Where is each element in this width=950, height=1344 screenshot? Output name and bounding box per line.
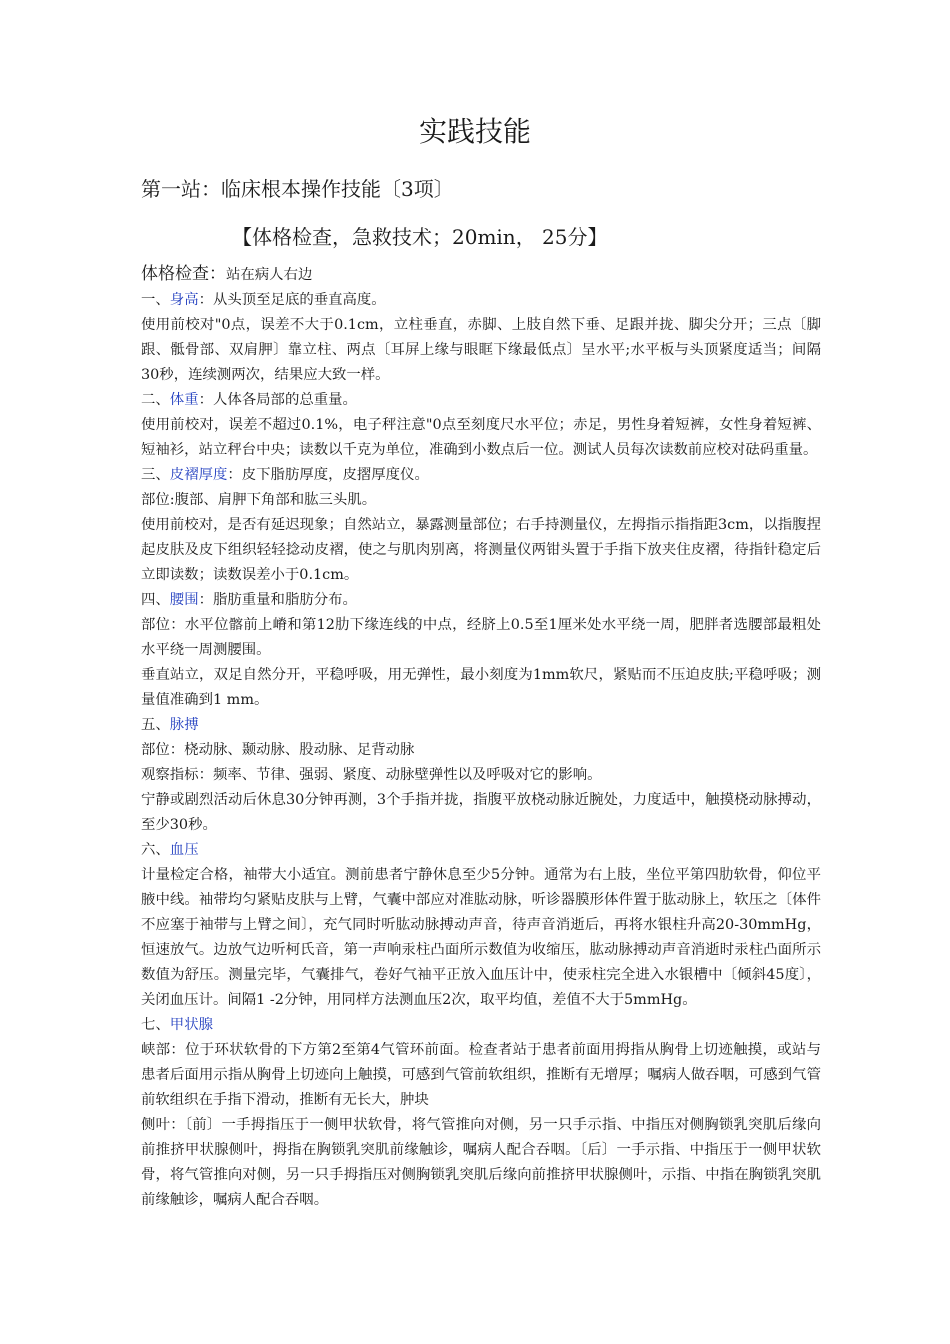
section-skinfold-heading (141, 463, 821, 488)
section-keyword: 甲状腺 (169, 1017, 213, 1033)
section-definition: ：人体各局部的总重量。 (198, 392, 357, 408)
section-thyroid-lobes: 侧叶：〔前〕一手拇指压于一侧甲状软骨，将气管推向对侧，另一只手示指、中指压对侧胸锁乳突肌后缘向前推挤甲状腺侧叶，拇指在胸锁乳突肌前缘触诊，嘱病人配合吞咽。〔后〕一手示指、中指压于一侧甲状软骨，将气管推向对侧，另一只手拇指压对侧胸锁乳突肌后缘向前推挤甲状腺侧叶，示指、中指在胸锁乳突肌前缘触诊，嘱病人配合吞咽。 (141, 1117, 821, 1208)
section-number: 五、 (141, 717, 170, 733)
document-title: 实践技能 (418, 115, 531, 148)
section-definition: ：从头顶至足底的垂直高度。 (198, 292, 386, 308)
section-waist-site: 部位：水平位髂前上嵴和第12肋下缘连线的中点，经脐上0.5至1厘米处水平绕一周，肥胖者选腰部最粗处水平绕一周测腰围。 (141, 617, 821, 658)
section-pulse-site: 部位：桡动脉、颞动脉、股动脉、足背动脉 (141, 742, 415, 758)
section-number: 一、 (141, 292, 170, 308)
section-bp-heading (141, 838, 821, 863)
section-definition: ：皮下脂肪厚度，皮摺厚度仪。 (227, 467, 429, 483)
section-keyword: 体重 (169, 392, 199, 408)
station-subtitle: 【体格检查，急救技术；20min， 25分】 (232, 225, 608, 249)
section-height-heading (141, 288, 821, 313)
section-keyword: 身高 (169, 292, 199, 308)
section-bp-paragraph: 计量检定合格，袖带大小适宜。测前患者宁静休息至少5分钟。通常为右上肢，坐位平第四肋软骨，仰位平腋中线。袖带均匀紧贴皮肤与上臂，气囊中部应对准肱动脉，听诊器膜形体件置于肱动脉上，软压之〔体件不应塞于袖带与上臂之间〕，充气同时听肱动脉搏动声音，待声音消逝后，再将水银柱升高20-30mmHg，恒速放气。边放气边听柯氏音，第一声响汞柱凸面所示数值为收缩压，肱动脉搏动声音消逝时汞柱凸面所示数值为舒压。测量完毕，气囊排气，卷好气袖平正放入血压计中，使汞柱完全进入水银槽中〔倾斜45度〕，关闭血压计。间隔1 -2分钟，用同样方法测血压2次，取平均值，差值不大于5mmHg。 (141, 867, 821, 1008)
section-pulse-paragraph: 宁静或剧烈活动后休息30分钟再测，3个手指并拢，指腹平放桡动脉近腕处，力度适中，触摸桡动脉搏动，至少30秒。 (141, 792, 821, 833)
section-skinfold-paragraph: 使用前校对，是否有延迟现象；自然站立，暴露测量部位；右手持测量仪，左拇指示指指距3cm，以指腹捏起皮肤及皮下组织轻轻捻动皮褶，使之与肌肉别离，将测量仪两钳头置于手指下放夹住皮褶，待指针稳定后立即读数；读数误差小于0.1cm。 (141, 517, 821, 583)
section-height-paragraph: 使用前校对"0点，误差不大于0.1cm，立柱垂直，赤脚、上肢自然下垂、足跟并拢、脚尖分开；三点〔脚跟、骶骨部、双肩胛〕靠立柱、两点〔耳屏上缘与眼眶下缘最低点〕呈水平;水平板与头顶紧度适当；间隔30秒，连续测两次，结果应大致一样。 (141, 317, 821, 383)
section-number: 七、 (141, 1017, 170, 1033)
section-keyword: 血压 (169, 842, 199, 858)
section-waist-paragraph: 垂直站立，双足自然分开，平稳呼吸，用无弹性，最小刻度为1mm软尺，紧贴而不压迫皮肤;平稳呼吸；测量值准确到1 mm。 (141, 667, 821, 708)
section-number: 四、 (141, 592, 170, 608)
document-body (141, 262, 821, 1213)
section-definition: ：脂肪重量和脂肪分布。 (198, 592, 357, 608)
section-thyroid-heading (141, 1013, 821, 1038)
section-thyroid-isthmus: 峡部：位于环状软骨的下方第2至第4气管环前面。检查者站于患者前面用拇指从胸骨上切迹触摸，或站与患者后面用示指从胸骨上切迹向上触摸，可感到气管前软组织，推断有无增厚；嘱病人做吞咽，可感到气管前软组织在手指下滑动，推断有无长大，肿块 (141, 1042, 821, 1108)
section-weight-heading (141, 388, 821, 413)
section-skinfold-site: 部位:腹部、肩胛下角部和肱三头肌。 (141, 492, 377, 508)
section-number: 三、 (141, 467, 170, 483)
section-waist-heading (141, 588, 821, 613)
section-pulse-heading (141, 713, 821, 738)
station-heading: 第一站：临床根本操作技能〔3项〕 (141, 177, 454, 201)
exam-heading-label: 体格检查： (141, 264, 226, 284)
section-keyword: 皮褶厚度 (169, 467, 228, 483)
section-weight-paragraph: 使用前校对，误差不超过0.1%，电子秤注意"0点至刻度尺水平位；赤足，男性身着短裤，女性身着短裤、短袖衫，站立秤台中央；读数以千克为单位，准确到小数点后一位。测试人员每次读数前应校对砝码重量。 (141, 417, 821, 458)
section-keyword: 脉搏 (169, 717, 199, 733)
section-pulse-indicators: 观察指标：频率、节律、强弱、紧度、动脉壁弹性以及呼吸对它的影响。 (141, 767, 602, 783)
exam-heading-note: 站在病人右边 (226, 267, 313, 283)
section-number: 六、 (141, 842, 170, 858)
section-number: 二、 (141, 392, 170, 408)
exam-heading (141, 262, 821, 288)
section-keyword: 腰围 (169, 592, 199, 608)
